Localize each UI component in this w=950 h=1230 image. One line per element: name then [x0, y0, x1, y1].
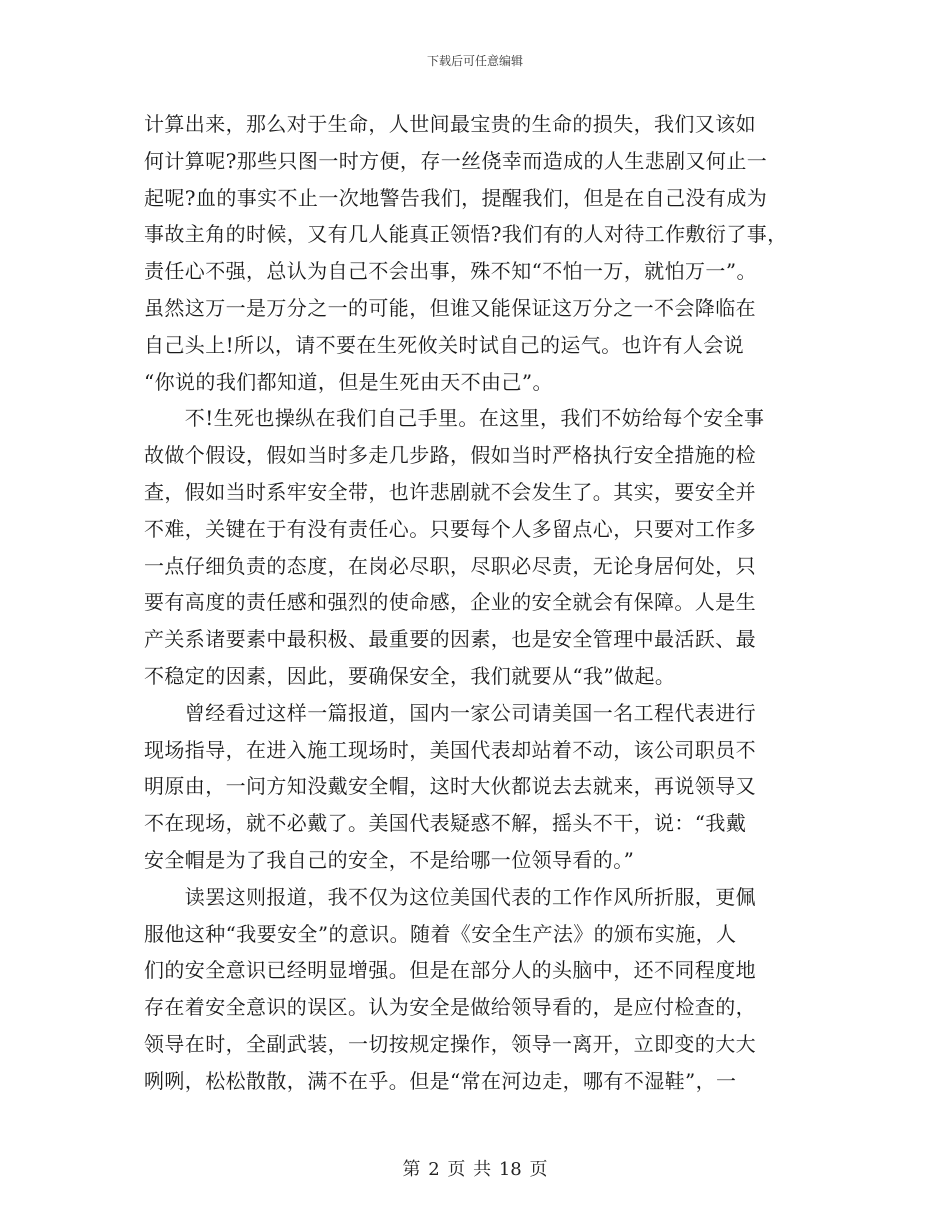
text-line: 故做个假设，假如当时多走几步路，假如当时严格执行安全措施的检 — [144, 443, 756, 468]
text-line: 计算出来，那么对于生命，人世间最宝贵的生命的损失，我们又该如 — [144, 112, 756, 136]
text-line: 服他这种“我要安全”的意识。随着《安全生产法》的颁布实施，人 — [144, 921, 737, 946]
text-line: 存在着安全意识的误区。认为安全是做给领导看的，是应付检查的， — [144, 995, 756, 1020]
text-line: 现场指导，在进入施工现场时，美国代表却站着不动，该公司职员不 — [144, 737, 756, 762]
text-line: 不!生死也操纵在我们自己手里。在这里，我们不妨给每个安全事 — [144, 406, 765, 431]
text-line: 不在现场，就不必戴了。美国代表疑惑不解，摇头不干，说：“我戴 — [144, 811, 747, 836]
text-line: 领导在时，全副武装，一切按规定操作，领导一离开，立即变的大大 — [144, 1031, 756, 1056]
text-line: 明原由，一问方知没戴安全帽，这时大伙都说去去就来，再说领导又 — [144, 774, 756, 799]
text-line: 虽然这万一是万分之一的可能，但谁又能保证这万分之一不会降临在 — [144, 295, 756, 320]
text-line: 安全帽是为了我自己的安全，不是给哪一位领导看的。” — [144, 847, 635, 872]
text-line: 何计算呢?那些只图一时方便，存一丝侥幸而造成的人生悲剧又何止一 — [144, 148, 768, 173]
text-line: 读罢这则报道，我不仅为这位美国代表的工作作风所折服，更佩 — [144, 884, 756, 909]
text-line: 产关系诸要素中最积极、最重要的因素，也是安全管理中最活跃、最 — [144, 627, 756, 652]
text-line: 责任心不强，总认为自己不会出事，殊不知“不怕一万，就怕万一”。 — [144, 259, 757, 284]
text-line: “你说的我们都知道，但是生死由天不由己”。 — [144, 369, 553, 394]
text-line: 起呢?血的事实不止一次地警告我们，提醒我们，但是在自己没有成为 — [144, 185, 768, 210]
text-line: 咧咧，松松散散，满不在乎。但是“常在河边走，哪有不湿鞋”，一 — [144, 1068, 737, 1093]
page-footer: 第 2 页 共 18 页 — [402, 1159, 548, 1180]
text-line: 查，假如当时系牢安全带，也许悲剧就不会发生了。其实，要安全并 — [144, 479, 756, 504]
text-line: 一点仔细负责的态度，在岗必尽职，尽职必尽责，无论身居何处，只 — [144, 553, 756, 578]
text-line: 不难，关键在于有没有责任心。只要每个人多留点心，只要对工作多 — [144, 516, 756, 541]
text-line: 要有高度的责任感和强烈的使命感，企业的安全就会有保障。人是生 — [144, 590, 756, 615]
text-line: 自己头上!所以，请不要在生死攸关时试自己的运气。也许有人会说 — [144, 332, 745, 357]
page-header: 下载后可任意编辑 — [426, 54, 523, 68]
text-line: 曾经看过这样一篇报道，国内一家公司请美国一名工程代表进行 — [144, 700, 756, 725]
text-line: 们的安全意识已经明显增强。但是在部分人的头脑中，还不同程度地 — [144, 958, 756, 983]
text-line: 事故主角的时候，又有几人能真正领悟?我们有的人对待工作敷衍了事， — [144, 222, 788, 247]
text-line: 不稳定的因素，因此，要确保安全，我们就要从“我”做起。 — [144, 663, 676, 688]
document-body — [144, 106, 814, 1100]
